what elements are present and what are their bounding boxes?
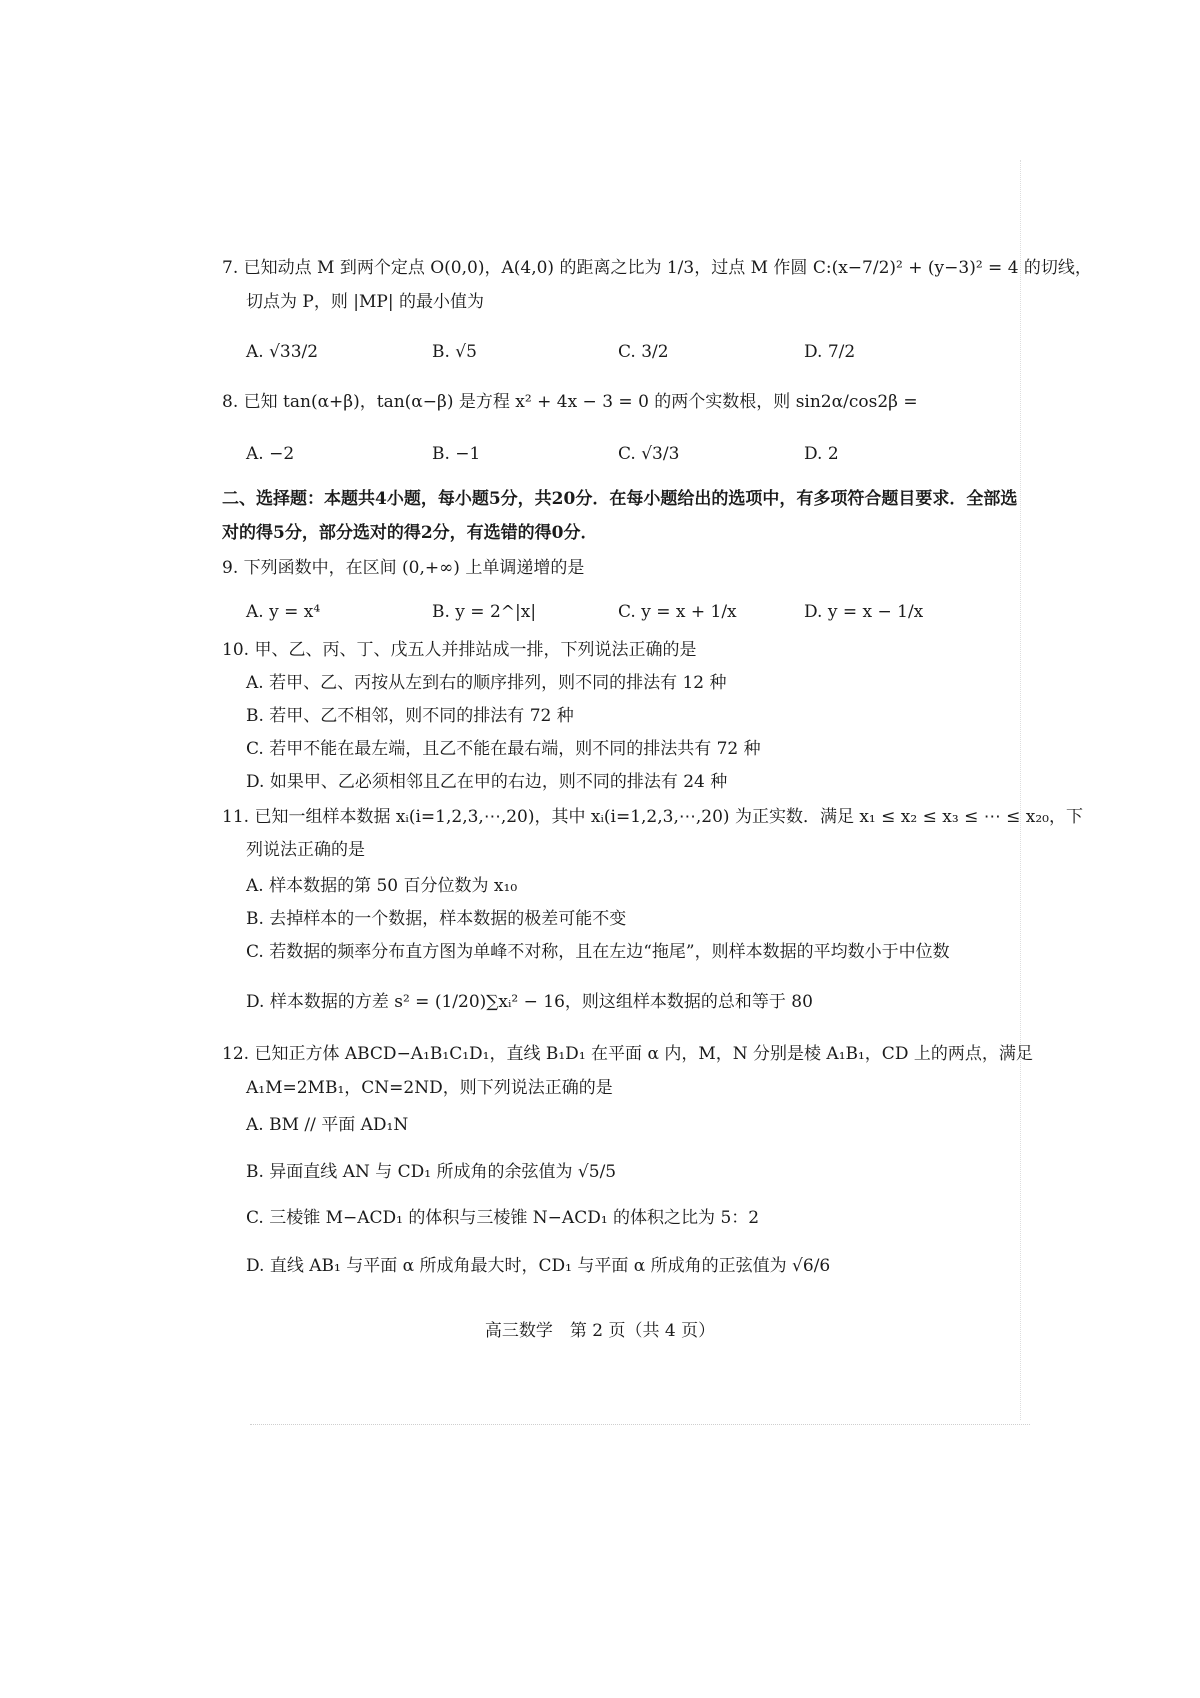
q10-line1: 10. 甲、乙、丙、丁、戊五人并排站成一排，下列说法正确的是 bbox=[222, 640, 697, 660]
q8-option-c: C. √3/3 bbox=[618, 444, 680, 464]
section2-heading-line1: 二、选择题：本题共4小题，每小题5分，共20分．在每小题给出的选项中，有多项符合题目要求．全部选 bbox=[222, 489, 1018, 509]
scan-edge bbox=[1020, 160, 1022, 1420]
q10-option-b: B. 若甲、乙不相邻，则不同的排法有 72 种 bbox=[246, 706, 574, 726]
q11-option-b: B. 去掉样本的一个数据，样本数据的极差可能不变 bbox=[246, 909, 627, 929]
q8-line1: 8. 已知 tan(α+β)，tan(α−β) 是方程 x² + 4x − 3 = 0 的两个实数根，则 sin2α/cos2β = bbox=[222, 392, 918, 412]
scan-dotted-line bbox=[250, 1424, 1030, 1425]
q11-option-c: C. 若数据的频率分布直方图为单峰不对称，且在左边“拖尾”，则样本数据的平均数小于中位数 bbox=[246, 942, 950, 962]
q9-option-d: D. y = x − 1/x bbox=[804, 602, 924, 622]
q10-option-a: A. 若甲、乙、丙按从左到右的顺序排列，则不同的排法有 12 种 bbox=[246, 673, 727, 693]
q11-option-a: A. 样本数据的第 50 百分位数为 x₁₀ bbox=[246, 876, 518, 896]
page-footer: 高三数学 第 2 页（共 4 页） bbox=[484, 1321, 716, 1341]
q9-option-a: A. y = x⁴ bbox=[246, 602, 321, 622]
q7-option-d: D. 7/2 bbox=[804, 342, 856, 362]
q10-option-c: C. 若甲不能在最左端，且乙不能在最右端，则不同的排法共有 72 种 bbox=[246, 739, 761, 759]
q8-option-a: A. −2 bbox=[246, 444, 295, 464]
q11-option-d: D. 样本数据的方差 s² = (1/20)∑xᵢ² − 16，则这组样本数据的总和等于 80 bbox=[246, 992, 813, 1012]
q12-option-c: C. 三棱锥 M−ACD₁ 的体积与三棱锥 N−ACD₁ 的体积之比为 5：2 bbox=[246, 1208, 760, 1228]
q7-option-b: B. √5 bbox=[432, 342, 477, 362]
q7-option-c: C. 3/2 bbox=[618, 342, 669, 362]
section2-heading-line2: 对的得5分，部分选对的得2分，有选错的得0分． bbox=[222, 523, 598, 543]
q9-option-b: B. y = 2^|x| bbox=[432, 602, 537, 622]
q12-line1: 12. 已知正方体 ABCD−A₁B₁C₁D₁，直线 B₁D₁ 在平面 α 内，M，N 分别是棱 A₁B₁，CD 上的两点，满足 bbox=[222, 1044, 1033, 1064]
q9-line1: 9. 下列函数中，在区间 (0,+∞) 上单调递增的是 bbox=[222, 558, 585, 578]
q7-option-a: A. √33/2 bbox=[246, 342, 319, 362]
q9-option-c: C. y = x + 1/x bbox=[618, 602, 737, 622]
q8-option-b: B. −1 bbox=[432, 444, 481, 464]
q11-line1: 11. 已知一组样本数据 xᵢ(i=1,2,3,⋯,20)，其中 xᵢ(i=1,2,3,⋯,20) 为正实数．满足 x₁ ≤ x₂ ≤ x₃ ≤ ⋯ ≤ x₂₀，下 bbox=[222, 807, 1083, 827]
q12-option-d: D. 直线 AB₁ 与平面 α 所成角最大时，CD₁ 与平面 α 所成角的正弦值为 √6/6 bbox=[246, 1256, 831, 1276]
q8-option-d: D. 2 bbox=[804, 444, 839, 464]
q12-option-a: A. BM // 平面 AD₁N bbox=[246, 1115, 409, 1135]
q10-option-d: D. 如果甲、乙必须相邻且乙在甲的右边，则不同的排法有 24 种 bbox=[246, 772, 728, 792]
q12-line2: A₁M=2MB₁，CN=2ND，则下列说法正确的是 bbox=[246, 1078, 613, 1098]
q7-line1: 7. 已知动点 M 到两个定点 O(0,0)，A(4,0) 的距离之比为 1/3，过点 M 作圆 C:(x−7/2)² + (y−3)² = 4 的切线， bbox=[222, 258, 1092, 278]
q7-line2: 切点为 P，则 |MP| 的最小值为 bbox=[246, 292, 484, 312]
q11-line2: 列说法正确的是 bbox=[246, 840, 365, 860]
q12-option-b: B. 异面直线 AN 与 CD₁ 所成角的余弦值为 √5/5 bbox=[246, 1162, 617, 1182]
